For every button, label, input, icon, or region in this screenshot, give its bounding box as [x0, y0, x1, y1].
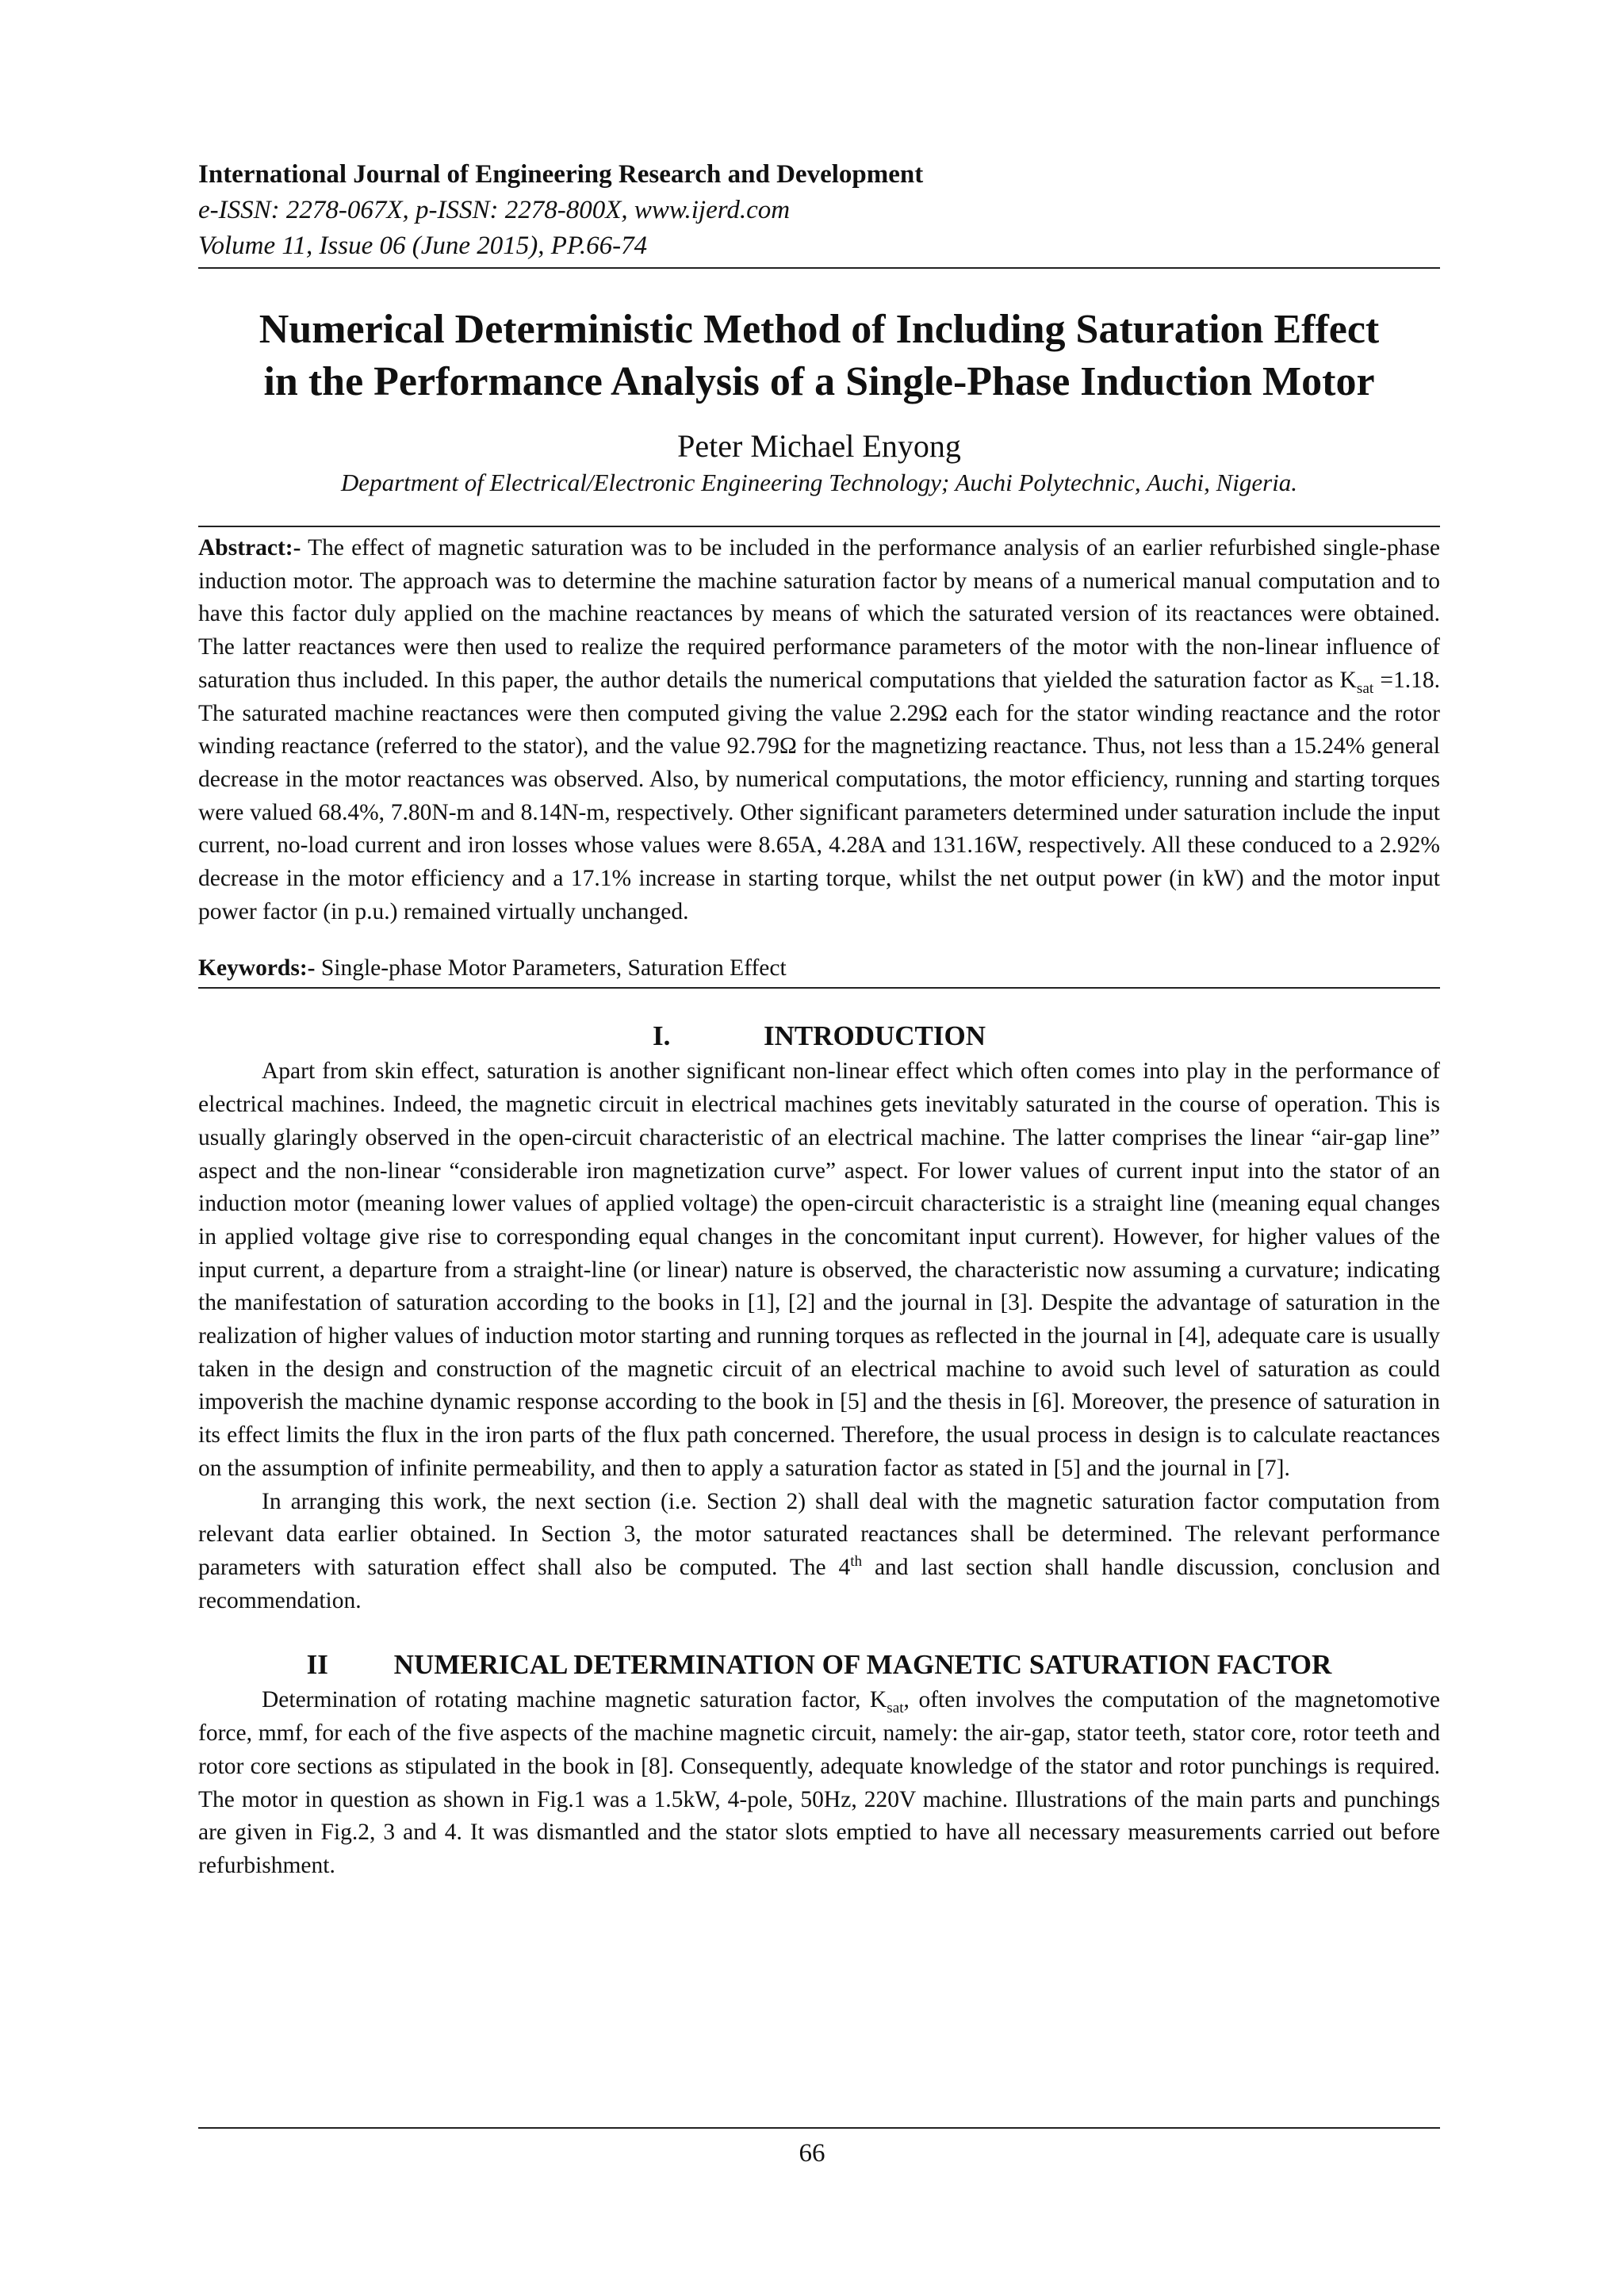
footer-rule [198, 2127, 1440, 2129]
abstract-text-a: The effect of magnetic saturation was to be included in the performance analysis of an earlier refurbished single-phase induction motor. The approach was to determine the machine saturation factor by means of a numerical manual computation and to have this factor duly applied on the machine reactances by means of which the saturated version of its reactances were obtained. The latter reactances were then used to realize the required performance parameters of the motor with the non-linear influence of saturation thus included. In this paper, the author details the numerical computations that yielded the saturation factor as K [198, 535, 1440, 693]
journal-issn: e-ISSN: 2278-067X, p-ISSN: 2278-800X, www.ijerd.com [198, 196, 791, 224]
header-rule [198, 267, 1440, 269]
section-1-paragraph-2 [198, 1486, 1440, 1618]
section-2-title: NUMERICAL DETERMINATION OF MAGNETIC SATURATION FACTOR [393, 1649, 1332, 1681]
section-2-paragraph-1 [198, 1684, 1440, 1882]
journal-volume: Volume 11, Issue 06 (June 2015), PP.66-74 [198, 232, 648, 260]
section-1-paragraph-2-a: In arranging this work, the next section (i.e. Section 2) shall deal with the magnetic saturation factor computation from relevant data earlier obtained. In Section 3, the motor saturated reactances shall be determined. The relevant performance parameters with saturation effect shall also be computed. The 4 [198, 1488, 1440, 1580]
paper-title [198, 304, 1440, 408]
section-1-paragraph-2-b: and last section shall handle discussion, conclusion and recommendation. [198, 1554, 1441, 1613]
author-affiliation: Department of Electrical/Electronic Engineering Technology; Auchi Polytechnic, Auchi, Nigeria. [340, 469, 1298, 496]
keywords-text: Single-phase Motor Parameters, Saturation Effect [320, 955, 787, 982]
section-2-number: II [306, 1649, 328, 1681]
section-1-title: INTRODUCTION [763, 1020, 986, 1052]
title-line-2: in the Performance Analysis of a Single-Phase Induction Motor [263, 359, 1375, 404]
section-2-paragraph-1-b: , often involves the computation of the magnetomotive force, mmf, for each of the five aspects of the machine magnetic circuit, namely: the air-gap, stator teeth, stator core, rotor teeth and rotor core sections as stipulated in the book in [8]. Consequently, adequate knowledge of the stator and rotor punchings is required. The motor in question as shown in Fig.1 was a 1.5kW, 4-pole, 50Hz, 220V machine. Illustrations of the main parts and punchings are given in Fig.2, 3 and 4. It was dismantled and the stator slots emptied to have all necessary measurements carried out before refurbishment. [198, 1687, 1440, 1878]
keywords-rule [198, 987, 1440, 989]
journal-header [198, 157, 1440, 264]
abstract-text-b: =1.18. The saturated machine reactances were then computed giving the value 2.29Ω each for the stator winding reactance and the rotor winding reactance (referred to the stator), and the value 92.79Ω for the magnetizing reactance. Thus, not less than a 15.24% general decrease in the motor reactances was observed. Also, by numerical computations, the motor efficiency, running and starting torques were valued 68.4%, 7.80N-m and 8.14N-m, respectively. Other significant parameters determined under saturation include the input current, no-load current and iron losses whose values were 8.65A, 4.28A and 131.16W, respectively. All these conduced to a 2.92% decrease in the motor efficiency and a 17.1% increase in starting torque, whilst the net output power (in kW) and the motor input power factor (in p.u.) remained virtually unchanged. [198, 667, 1441, 924]
section-1-number: I. [652, 1020, 671, 1052]
section-2-subscript: sat [887, 1700, 904, 1717]
section-1-heading [198, 1019, 1440, 1054]
section-1-paragraph-1: Apart from skin effect, saturation is another significant non-linear effect which often comes into play in the performance of electrical machines. Indeed, the magnetic circuit in electrical machines gets inevitably saturated in the course of operation. This is usually glaringly observed in the open-circuit characteristic of an electrical machine. The latter comprises the linear “air-gap line” aspect and the non-linear “considerable iron magnetization curve” aspect. For lower values of current input into the stator of an induction motor (meaning lower values of applied voltage) the open-circuit characteristic is a straight line (meaning equal changes in applied voltage give rise to corresponding equal changes in the concomitant input current). However, for higher values of the input current, a departure from a straight-line (or linear) nature is observed, the characteristic now assuming a curvature; indicating the manifestation of saturation according to the books in [1], [2] and the journal in [3]. Despite the advantage of saturation in the realization of higher values of induction motor starting and running torques as reflected in the journal in [4], adequate care is usually taken in the design and construction of the magnetic circuit of an electrical machine to avoid such level of saturation as could impoverish the machine dynamic response according to the book in [5] and the thesis in [6]. Moreover, the presence of saturation in its effect limits the flux in the iron parts of the flux path concerned. Therefore, the usual process in design is to calculate reactances on the assumption of infinite permeability, and then to apply a saturation factor as stated in [5] and the journal in [7]. [198, 1058, 1440, 1481]
abstract-top-rule [198, 526, 1440, 527]
abstract [198, 532, 1440, 928]
page-number: 66 [799, 2139, 825, 2168]
section-2-paragraph-1-a: Determination of rotating machine magnetic saturation factor, K [262, 1687, 887, 1713]
title-line-1: Numerical Deterministic Method of Including Saturation Effect [259, 307, 1380, 352]
superscript-th: th [850, 1553, 863, 1571]
author-name: Peter Michael Enyong [677, 428, 961, 464]
journal-name: International Journal of Engineering Research and Development [198, 160, 924, 189]
paper-page [198, 157, 1440, 1883]
keywords-label: Keywords:- [198, 955, 316, 982]
abstract-subscript: sat [1356, 679, 1374, 697]
section-2-heading [198, 1647, 1440, 1682]
abstract-label: Abstract:- [198, 535, 301, 561]
keywords [198, 952, 1440, 984]
